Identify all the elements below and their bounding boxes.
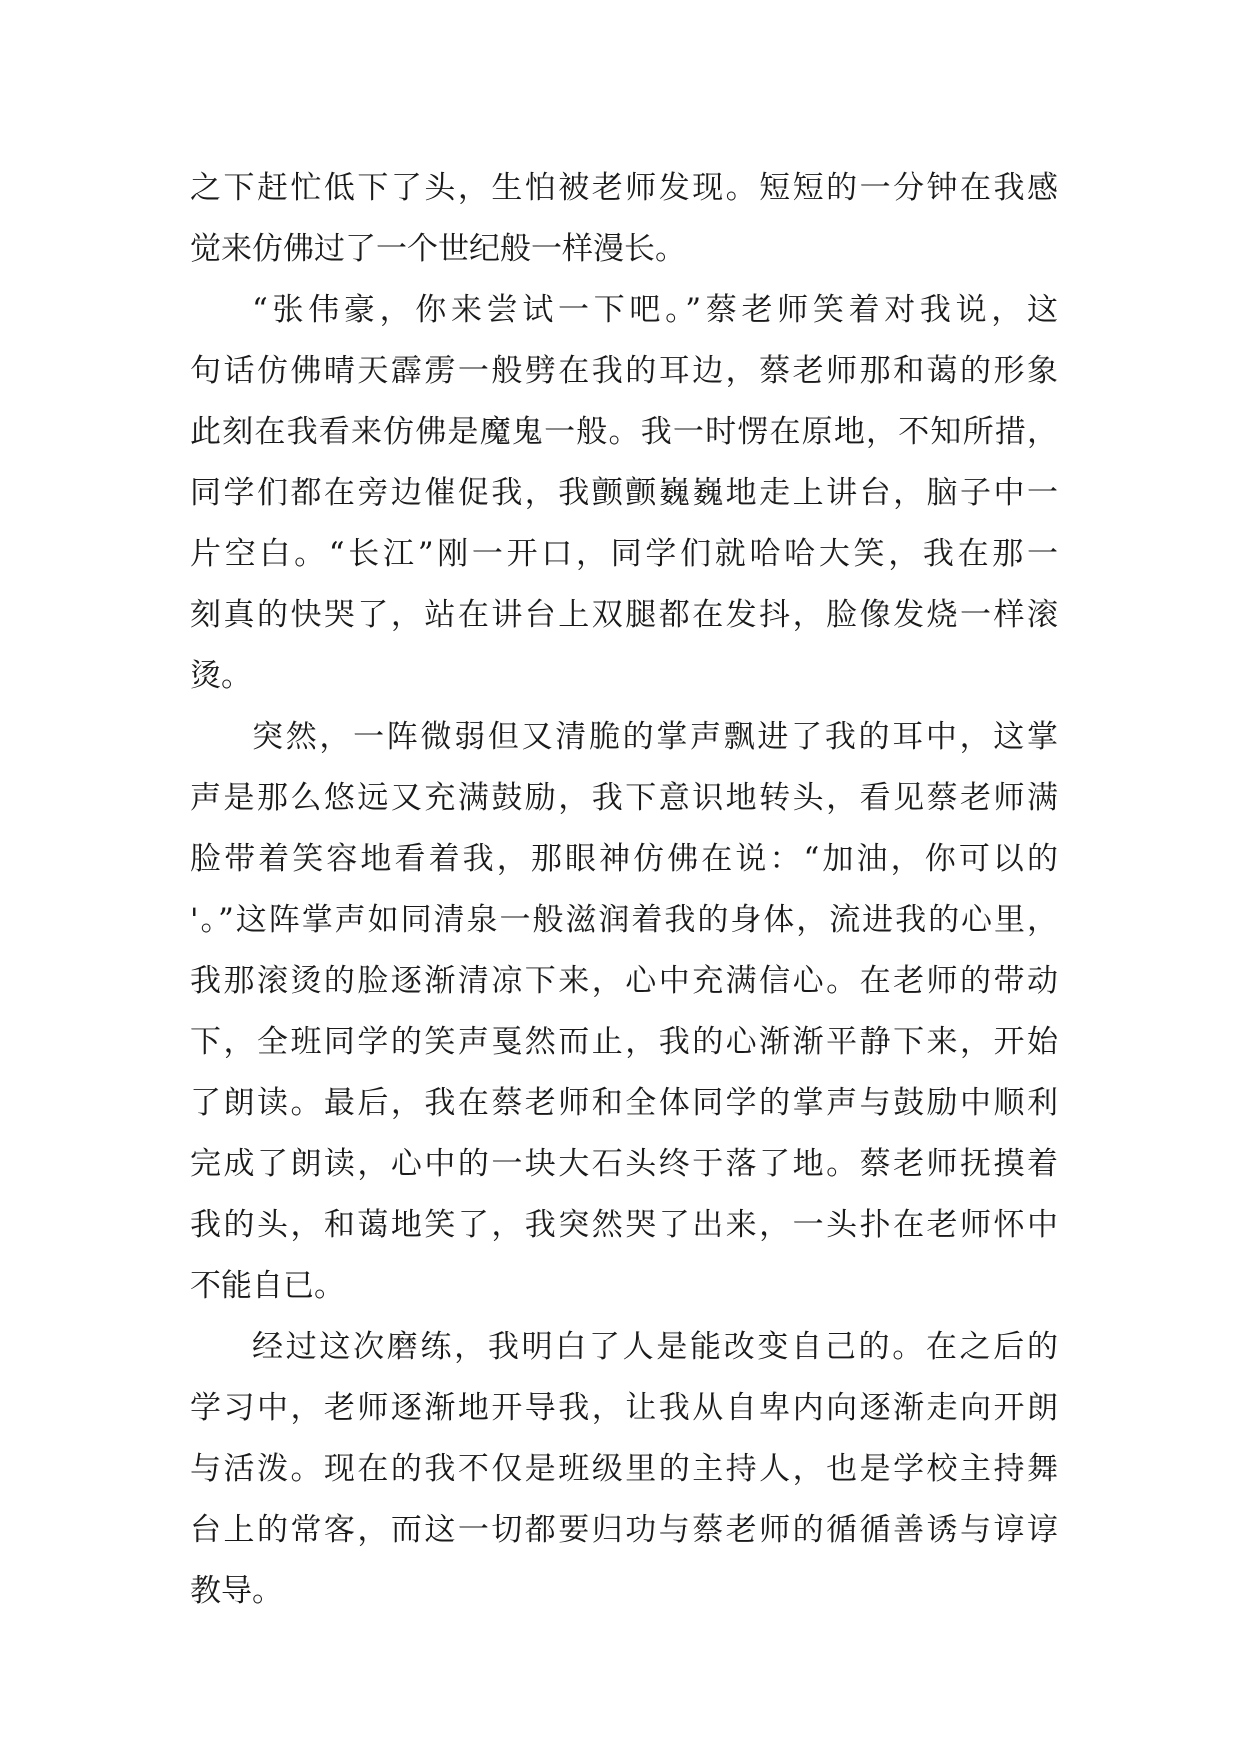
- text-line: 觉来仿佛过了一个世纪般一样漫长。: [190, 231, 686, 267]
- text-line: 声是那么悠远又充满鼓励，我下意识地转头，看见蔡老师满: [190, 780, 1058, 816]
- paragraph-2: [190, 280, 1058, 707]
- text-line: 刻真的快哭了，站在讲台上双腿都在发抖，脸像发烧一样滚: [190, 597, 1058, 633]
- text-line: 我那滚烫的脸逐渐清凉下来，心中充满信心。在老师的带动: [190, 963, 1058, 999]
- paragraph-4: [190, 1317, 1058, 1622]
- text-line: 完成了朗读，心中的一块大石头终于落了地。蔡老师抚摸着: [190, 1146, 1058, 1182]
- document-page: [190, 158, 1058, 1622]
- text-line: 下，全班同学的笑声戛然而止，我的心渐渐平静下来，开始: [190, 1024, 1058, 1060]
- text-line: 我的头，和蔼地笑了，我突然哭了出来，一头扑在老师怀中: [190, 1207, 1058, 1243]
- text-line: 了朗读。最后，我在蔡老师和全体同学的掌声与鼓励中顺利: [190, 1085, 1058, 1121]
- text-line: 教导。: [190, 1573, 283, 1609]
- text-line: 学习中，老师逐渐地开导我，让我从自卑内向逐渐走向开朗: [190, 1390, 1058, 1426]
- text-line: 烫。: [190, 658, 252, 694]
- text-line: 同学们都在旁边催促我，我颤颤巍巍地走上讲台，脑子中一: [190, 475, 1058, 511]
- text-line: '。”这阵掌声如同清泉一般滋润着我的身体，流进我的心里，: [190, 902, 1058, 938]
- text-line: 台上的常客，而这一切都要归功与蔡老师的循循善诱与谆谆: [190, 1512, 1058, 1548]
- text-line: 句话仿佛晴天霹雳一般劈在我的耳边，蔡老师那和蔼的形象: [190, 353, 1058, 389]
- text-line: “张伟豪，你来尝试一下吧。”蔡老师笑着对我说，这: [252, 292, 1058, 328]
- text-line: 脸带着笑容地看着我，那眼神仿佛在说：“加油，你可以的: [190, 841, 1058, 877]
- text-line: 此刻在我看来仿佛是魔鬼一般。我一时愣在原地，不知所措，: [190, 414, 1058, 450]
- text-line: 与活泼。现在的我不仅是班级里的主持人，也是学校主持舞: [190, 1451, 1058, 1487]
- paragraph-1: [190, 158, 1058, 280]
- text-line: 经过这次磨练，我明白了人是能改变自己的。在之后的: [252, 1329, 1058, 1365]
- text-line: 突然，一阵微弱但又清脆的掌声飘进了我的耳中，这掌: [252, 719, 1058, 755]
- text-line: 不能自已。: [190, 1268, 345, 1304]
- paragraph-3: [190, 707, 1058, 1317]
- text-line: 片空白。“长江”刚一开口，同学们就哈哈大笑，我在那一: [190, 536, 1058, 572]
- text-line: 之下赶忙低下了头，生怕被老师发现。短短的一分钟在我感: [190, 170, 1058, 206]
